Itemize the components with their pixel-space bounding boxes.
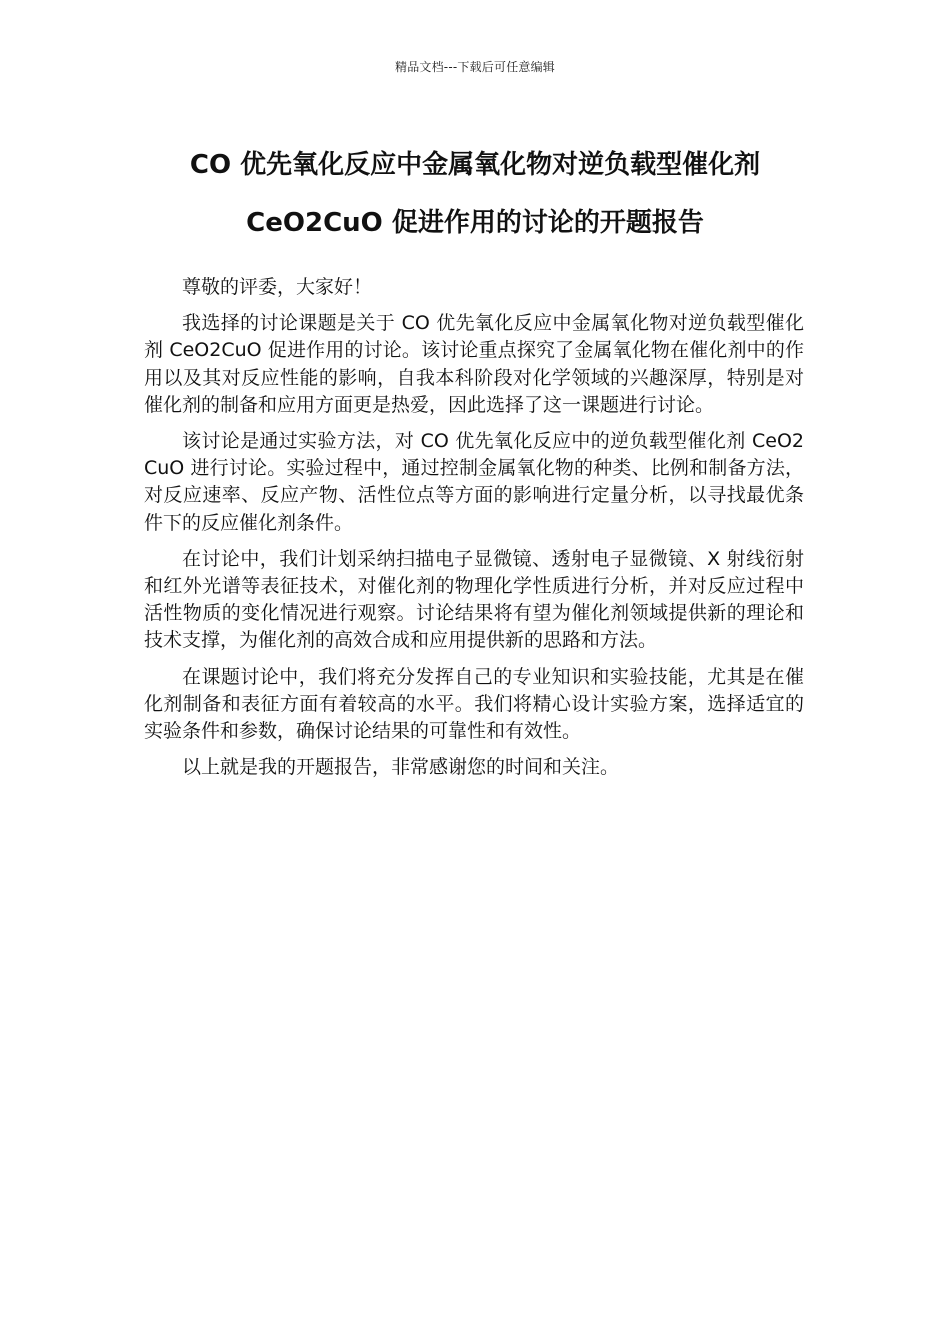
closing-paragraph: 以上就是我的开题报告，非常感谢您的时间和关注。 [182, 756, 620, 779]
body-paragraph: 在课题讨论中，我们将充分发挥自己的专业知识和实验技能，尤其是在催化剂制备和表征方面有着较高的水平。我们将精心设计实验方案，选择适宜的实验条件和参数，确保讨论结果的可靠性和有效性。 [144, 665, 804, 743]
header-note: 精品文档---下载后可任意编辑 [395, 60, 555, 74]
body-paragraph: 该讨论是通过实验方法，对 CO 优先氧化反应中的逆负载型催化剂 CeO2CuO 进行讨论。实验过程中，通过控制金属氧化物的种类、比例和制备方法，对反应速率、反应产物、活性位点等方面的影响进行定量分析，以寻找最优条件下的反应催化剂条件。 [144, 430, 804, 534]
document-title [60, 136, 890, 252]
greeting-paragraph: 尊敬的评委，大家好！ [182, 276, 373, 298]
document-body [144, 274, 804, 790]
body-paragraph: 我选择的讨论课题是关于 CO 优先氧化反应中金属氧化物对逆负载型催化剂 CeO2CuO 促进作用的讨论。该讨论重点探究了金属氧化物在催化剂中的作用以及其对反应性能的影响，自我本科阶段对化学领域的兴趣深厚，特别是对催化剂的制备和应用方面更是热爱，因此选择了这一课题进行讨论。 [144, 312, 804, 416]
body-paragraph: 在讨论中，我们计划采纳扫描电子显微镜、透射电子显微镜、X 射线衍射和红外光谱等表征技术，对催化剂的物理化学性质进行分析，并对反应过程中活性物质的变化情况进行观察。讨论结果将有望为催化剂领域提供新的理论和技术支撑，为催化剂的高效合成和应用提供新的思路和方法。 [144, 547, 804, 652]
title-line-2: CeO2CuO 促进作用的讨论的开题报告 [246, 208, 704, 238]
title-line-1: CO 优先氧化反应中金属氧化物对逆负载型催化剂 [189, 150, 761, 180]
